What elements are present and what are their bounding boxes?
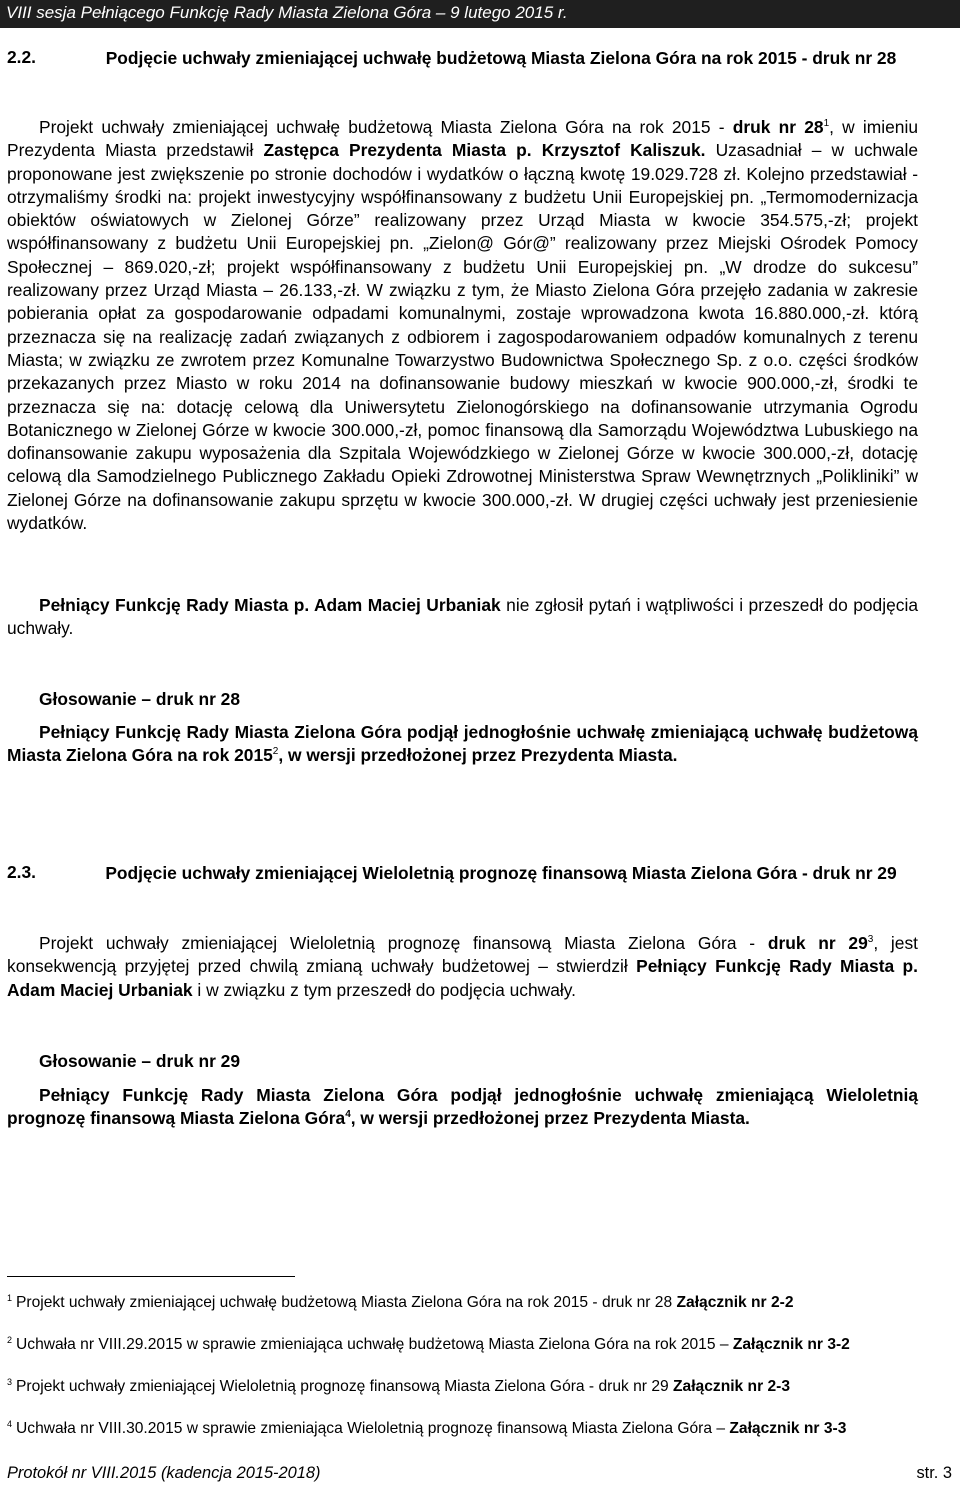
section-2-2-paragraph-1 — [7, 116, 918, 535]
footnote-text: Projekt uchwały zmieniającej uchwałę budżetową Miasta Zielona Góra na rok 2015 - druk nr 28 — [16, 1294, 677, 1311]
section-2-3-number: 2.3. — [7, 862, 37, 882]
attachment-ref: Załącznik nr 2-3 — [673, 1378, 791, 1395]
footnote-mark: 1 — [7, 1292, 13, 1303]
attachment-ref: Załącznik nr 2-2 — [676, 1294, 794, 1311]
print-number: druk nr 28 — [732, 117, 824, 137]
print-number: druk nr 29 — [767, 933, 868, 953]
vote-heading-text: Głosowanie – druk nr 29 — [39, 1051, 241, 1071]
section-2-2-title: Podjęcie uchwały zmieniającej uchwałę budżetową Miasta Zielona Góra na rok 2015 - druk nr 28 — [105, 48, 897, 68]
footnote-mark: 2 — [7, 1334, 13, 1345]
section-2-3-paragraph-1 — [7, 932, 918, 1002]
speaker-name: Pełniący Funkcję Rady Miasta p. Adam Maciej Urbaniak — [7, 956, 918, 1000]
section-2-2-paragraph-2 — [7, 594, 918, 641]
footnote-mark: 4 — [7, 1418, 13, 1429]
vote-heading-29 — [7, 1050, 918, 1073]
vote-heading-28 — [7, 688, 918, 711]
footnote-separator — [7, 1276, 295, 1277]
footnote-3 — [7, 1376, 918, 1397]
vote-result-28 — [7, 721, 918, 768]
section-2-2-number: 2.2. — [7, 47, 37, 67]
section-2-3-title: Podjęcie uchwały zmieniającej Wieloletnią prognozę finansową Miasta Zielona Góra - druk nr 29 — [105, 863, 897, 883]
attachment-ref: Załącznik nr 3-2 — [732, 1336, 850, 1353]
footnote-1 — [7, 1292, 918, 1313]
running-header — [0, 0, 960, 28]
paragraph-text: Projekt uchwały zmieniającej uchwałę budżetową Miasta Zielona Góra na rok 2015 - — [39, 117, 733, 137]
protocol-label: Protokół nr VIII.2015 (kadencja 2015-2018) — [7, 1464, 321, 1482]
footnote-4 — [7, 1418, 918, 1439]
running-header-text: VIII sesja Pełniącego Funkcję Rady Miasta Zielona Góra – 9 lutego 2015 r. — [6, 3, 568, 22]
paragraph-text: , w imieniu Prezydenta Miasta przedstawił — [7, 117, 918, 161]
footnote-mark: 3 — [7, 1376, 13, 1387]
paragraph-text: nie zgłosił pytań i wątpliwości i przeszedł do podjęcia uchwały. — [7, 595, 918, 639]
footnote-text: Uchwała nr VIII.29.2015 w sprawie zmieniająca uchwałę budżetową Miasta Zielona Góra na rok 2015 – — [16, 1336, 733, 1353]
attachment-ref: Załącznik nr 3-3 — [729, 1420, 847, 1437]
vote-heading-text: Głosowanie – druk nr 28 — [39, 689, 241, 709]
vote-result-text: , w wersji przedłożonej przez Prezydenta Miasta. — [278, 745, 678, 766]
paragraph-text: , jest konsekwencją przyjętej przed chwilą zmianą uchwały budżetowej – stwierdził — [7, 933, 918, 977]
footnote-ref-4: 4 — [345, 1109, 351, 1121]
paragraph-text: i w związku z tym przeszedł do podjęcia uchwały. — [192, 979, 576, 1000]
page-number: str. 3 — [916, 1464, 952, 1482]
footnote-ref-1: 1 — [823, 118, 830, 130]
footnote-ref-2: 2 — [272, 746, 279, 758]
vote-result-text: , w wersji przedłożonej przez Prezydenta Miasta. — [350, 1108, 750, 1129]
speaker-name: Zastępca Prezydenta Miasta p. Krzysztof Kaliszuk. — [263, 140, 706, 161]
footnote-2 — [7, 1334, 918, 1355]
speaker-name: Pełniący Funkcję Rady Miasta p. Adam Maciej Urbaniak — [39, 595, 501, 615]
paragraph-text: Uzasadniał – w uchwale proponowane jest zwiększenie po stronie dochodów i wydatków o łączną kwotę 19.029.728 zł. Kolejno przedstawiał - otrzymaliśmy środki na: projekt inwestycyjny współfinansowany z budżetu Unii Europejskiej pn. „Termomodernizacja obiektów oświatowych w Zielonej Górze” realizowany przez Urząd Miasta w kwocie 354.575,-zł; projekt współfinansowany z budżetu Unii Europejskiej pn. „Zielon@ Gór@” realizowany przez Miejski Ośrodek Pomocy Społecznej – 869.020,-zł; projekt współfinansowany z budżetu Unii Europejskiej pn. „W drodze do sukcesu” realizowany przez Urząd Miasta – 26.133,-zł. W związku z tym, że Miasto Zielona Góra przejęło zadania w zakresie pobierania opłat za gospodarowanie odpadami komunalnymi, zostaje wprowadzona kwota 16.880.000,-zł. którą przeznacza się na realizację zadań związanych z odbiorem i zagospodarowaniem odpadów komunalnych z terenu Miasta; w związku ze zwrotem przez Komunalne Towarzystwo Budownictwa Społecznego Sp. z o.o. części środków przekazanych przez Miasto w roku 2014 na dofinansowanie budowy mieszkań w kwocie 900.000,-zł, środki te przeznacza się na: dotację celową dla Uniwersytetu Zielonogórskiego na dofinansowanie utrzymania Ogrodu Botanicznego w Zielonej Górze w kwocie 300.000,-zł, pomoc finansową dla Samorządu Województwa Lubuskiego na dofinansowanie zakupu wyposażenia dla Szpitala Wojewódzkiego w Zielonej Górze w kwocie 300.000,-zł, dotację celową dla Samodzielnego Publicznego Zakładu Opieki Zdrowotnej Ministerstwa Spraw Wewnętrznych „Polikliniki” w Zielonej Górze na dofinansowanie zakupu sprzętu w kwocie 300.000,-zł. W drugiej części uchwały jest przeniesienie wydatków. — [7, 140, 918, 534]
footnote-ref-3: 3 — [867, 934, 874, 946]
footnote-text: Projekt uchwały zmieniającej Wieloletnią prognozę finansową Miasta Zielona Góra - druk nr 29 — [16, 1378, 674, 1395]
vote-result-text: Pełniący Funkcję Rady Miasta Zielona Góra podjął jednogłośnie uchwałę zmieniającą uchwałę budżetową Miasta Zielona Góra na rok 2015 — [7, 722, 918, 766]
paragraph-text: Projekt uchwały zmieniającej Wieloletnią prognozę finansową Miasta Zielona Góra - — [39, 933, 768, 953]
vote-result-29 — [7, 1084, 918, 1131]
page-footer — [7, 1464, 952, 1486]
footnote-text: Uchwała nr VIII.30.2015 w sprawie zmieniająca Wieloletnią prognozę finansową Miasta Zielona Góra – — [16, 1420, 730, 1437]
vote-result-text: Pełniący Funkcję Rady Miasta Zielona Góra podjął jednogłośnie uchwałę zmieniającą Wieloletnią prognozę finansową Miasta Zielona Góra — [7, 1085, 918, 1129]
